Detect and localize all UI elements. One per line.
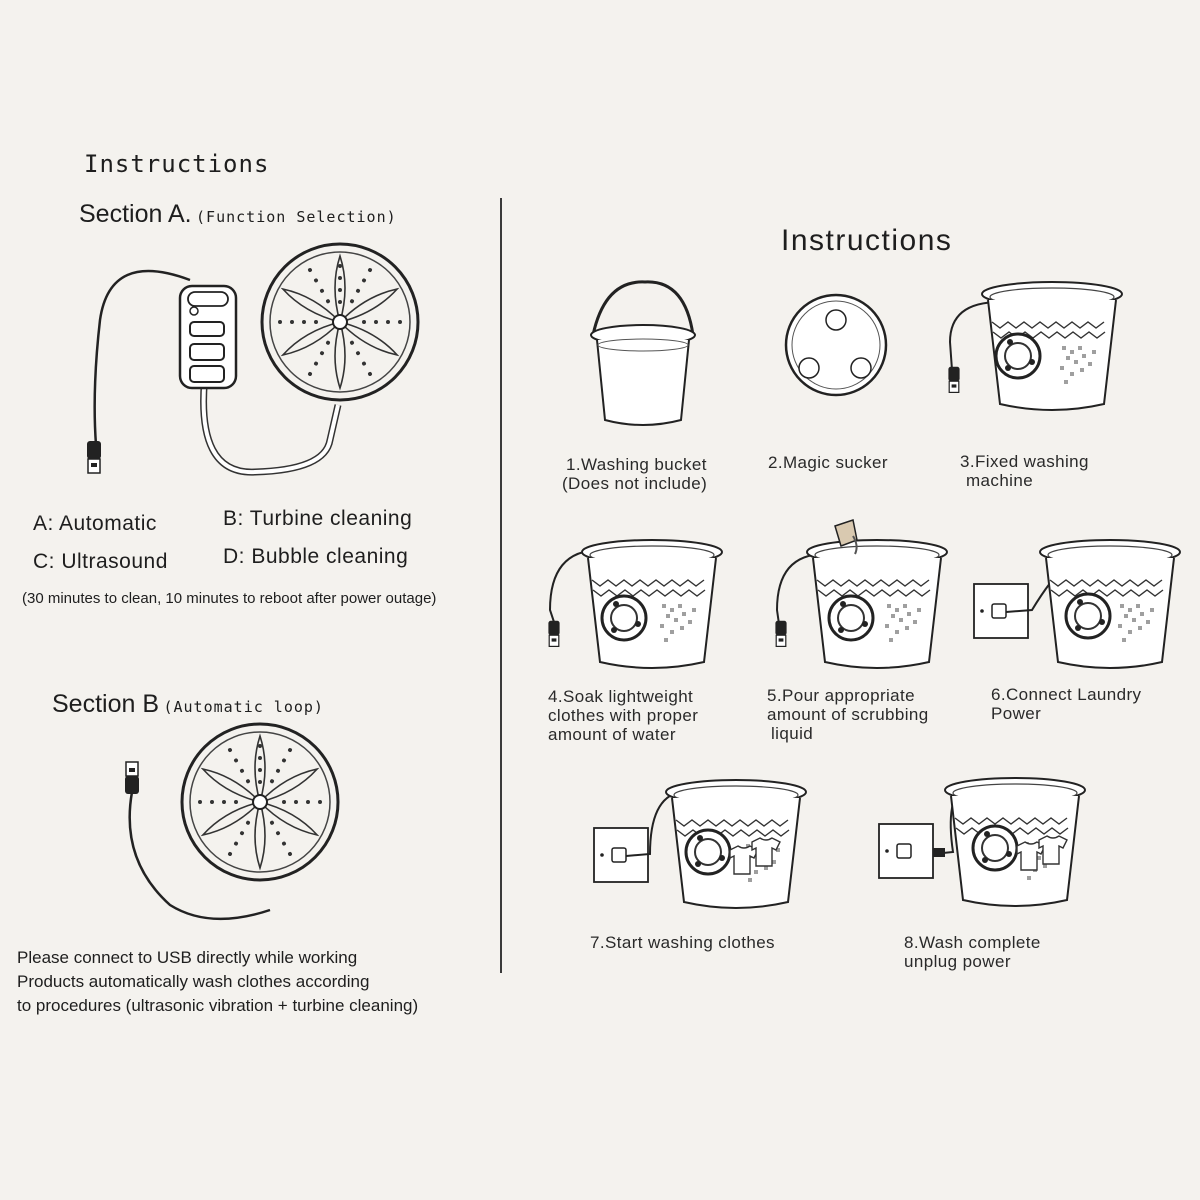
section-b-title <box>52 690 324 719</box>
step7-start-washing-illustration <box>590 778 820 928</box>
section-b-subtitle: (Automatic loop) <box>163 698 324 716</box>
step-caption-line: unplug power <box>904 952 1011 971</box>
controller-icon <box>180 286 236 388</box>
step8-unplug-illustration <box>875 778 1105 928</box>
step-caption-line: 3.Fixed washing <box>960 452 1089 471</box>
section-a-label: Section A. <box>79 200 192 228</box>
step-caption-line: Power <box>991 704 1042 723</box>
turbine-wheel-icon <box>182 724 338 880</box>
option-d: D: Bubble cleaning <box>223 545 409 568</box>
step-caption-line: amount of scrubbing <box>767 705 929 724</box>
step6-caption <box>991 685 1141 723</box>
step3-fixed-machine-illustration <box>940 282 1130 442</box>
step4-soak-illustration <box>540 540 730 700</box>
step7-caption <box>590 933 775 952</box>
step5-caption <box>767 686 929 743</box>
step-caption-line: amount of water <box>548 725 676 744</box>
step8-caption <box>904 933 1041 971</box>
step-caption-line: 4.Soak lightweight <box>548 687 694 706</box>
section-a-note: (30 minutes to clean, 10 minutes to reboot after power outage) <box>22 590 437 607</box>
option-b: B: Turbine cleaning <box>223 507 413 530</box>
step-caption-line: clothes with proper <box>548 706 699 725</box>
section-a-subtitle: (Function Selection) <box>196 208 397 226</box>
step1-caption <box>562 455 707 493</box>
step2-sucker-illustration <box>781 290 891 400</box>
section-b-line: to procedures (ultrasonic vibration + turbine cleaning) <box>17 996 419 1015</box>
step5-pour-illustration <box>765 520 955 690</box>
step2-caption <box>768 453 888 472</box>
step-caption-line: 5.Pour appropriate <box>767 686 916 705</box>
step-caption-line: liquid <box>771 724 814 743</box>
section-b-illustration <box>110 730 470 930</box>
step-caption-line: (Does not include) <box>562 474 708 493</box>
step-caption-line: 1.Washing bucket <box>566 455 707 474</box>
section-b-text <box>17 946 418 1018</box>
section-b-line: Please connect to USB directly while working <box>17 948 358 967</box>
step-caption-line: machine <box>966 471 1034 490</box>
left-heading: Instructions <box>84 150 270 178</box>
section-b-line: Products automatically wash clothes according <box>17 972 370 991</box>
usb-plug-icon <box>87 441 101 473</box>
step1-bucket-illustration <box>575 280 715 440</box>
right-heading: Instructions <box>781 224 953 257</box>
step6-connect-illustration <box>970 540 1190 700</box>
step3-caption <box>960 452 1089 490</box>
usb-plug-icon <box>125 762 139 794</box>
column-divider <box>500 198 502 973</box>
step-caption-line: 7.Start washing clothes <box>590 933 775 952</box>
step-caption-line: 8.Wash complete <box>904 933 1041 952</box>
section-a-title <box>79 200 397 229</box>
option-c: C: Ultrasound <box>33 550 168 573</box>
step4-caption <box>548 687 698 744</box>
step-caption-line: 2.Magic sucker <box>768 453 888 472</box>
section-b-label: Section B <box>52 690 160 718</box>
section-a-illustration <box>0 240 500 540</box>
option-a: A: Automatic <box>33 512 157 535</box>
step-caption-line: 6.Connect Laundry <box>991 685 1142 704</box>
turbine-wheel-icon <box>262 244 418 400</box>
